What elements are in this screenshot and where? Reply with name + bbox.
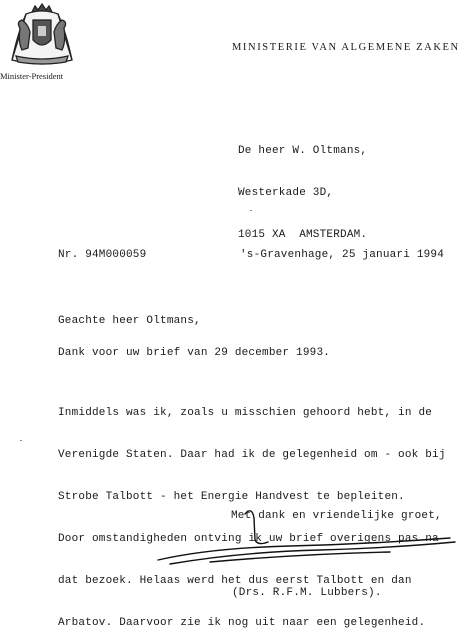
salutation: Geachte heer Oltmans,: [58, 315, 201, 327]
address-line: 1015 XA AMSTERDAM.: [238, 229, 368, 241]
office-title: Minister-President: [0, 71, 64, 81]
body-line: dat bezoek. Helaas werd het dus eerst Talbott en dan: [58, 575, 412, 587]
scan-speck: [20, 440, 22, 441]
body-line: Strobe Talbott - het Energie Handvest te bepleiten.: [58, 491, 405, 503]
place-date: 's-Gravenhage, 25 januari 1994: [240, 249, 445, 261]
recipient-address: [238, 116, 367, 256]
address-line: Westerkade 3D,: [238, 187, 334, 199]
address-line: De heer W. Oltmans,: [238, 145, 368, 157]
signatory-name: (Drs. R.F.M. Lubbers).: [232, 587, 382, 599]
body-line: Arbatov. Daarvoor zie ik nog uit naar een gelegenheid.: [58, 617, 426, 629]
body-line: Inmiddels was ik, zoals u misschien gehoord hebt, in de: [58, 407, 433, 419]
body-line: Door omstandigheden ontving ik uw brief overigens pas na: [58, 533, 439, 545]
body-line: Verenigde Staten. Daar had ik de gelegenheid om - ook bij: [58, 449, 446, 461]
coat-of-arms-icon: [4, 2, 80, 72]
scan-speck: [250, 210, 252, 211]
thanks-line: Dank voor uw brief van 29 december 1993.: [58, 347, 331, 359]
handwritten-signature: [150, 502, 460, 572]
ministry-name: MINISTERIE VAN ALGEMENE ZAKEN: [232, 42, 460, 53]
reference-number: Nr. 94M000059: [58, 249, 147, 261]
closing-line: Met dank en vriendelijke groet,: [231, 510, 442, 522]
